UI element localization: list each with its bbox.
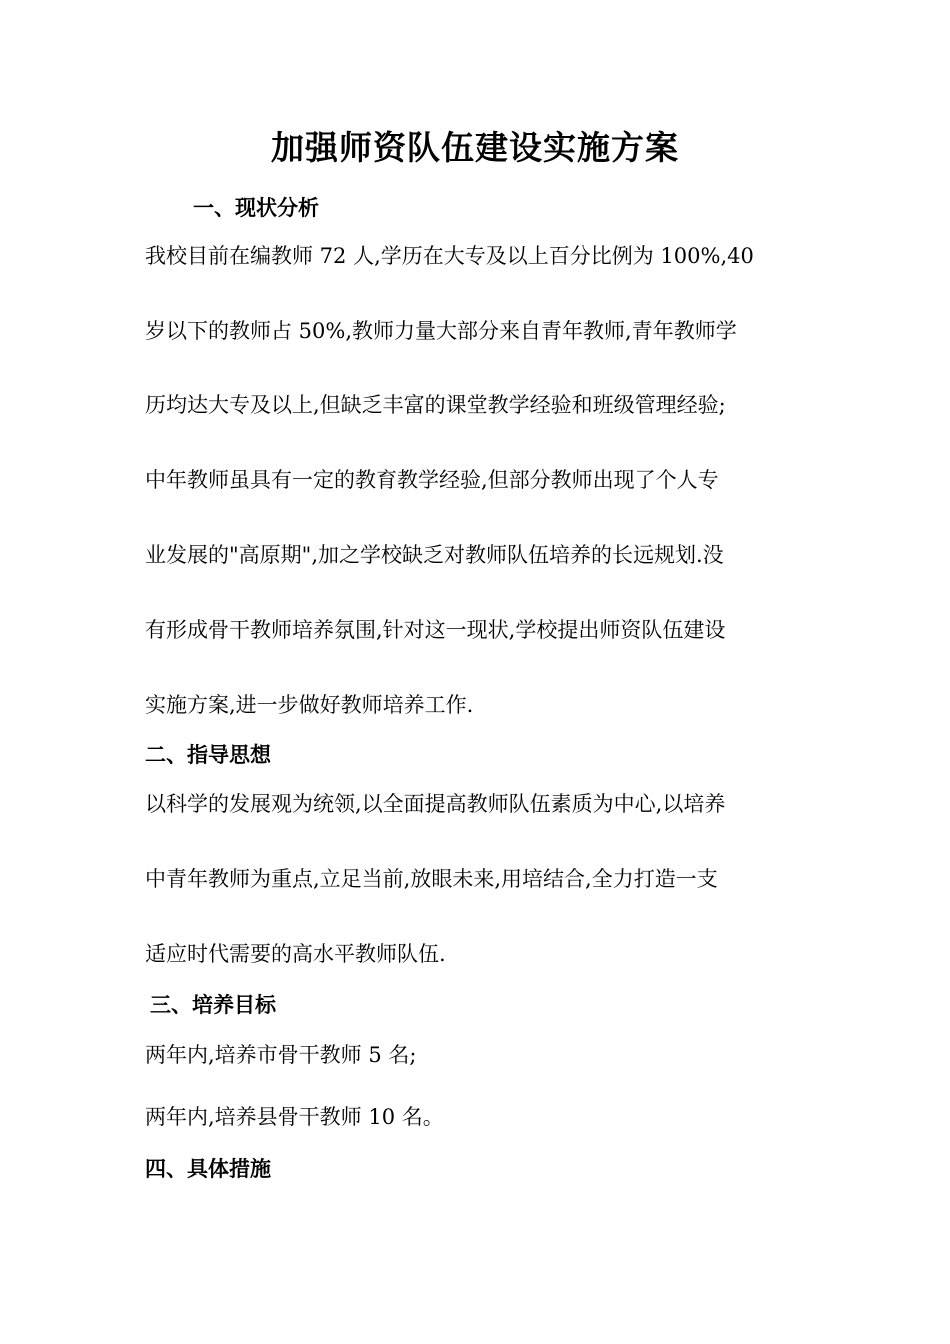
section-heading-situation: 一、现状分析 (193, 196, 319, 220)
paragraph-line: 适应时代需要的高水平教师队伍. (145, 942, 446, 966)
paragraph-line: 岁以下的教师占 50%,教师力量大部分来自青年教师,青年教师学 (145, 319, 737, 343)
paragraph-line: 实施方案,进一步做好教师培养工作. (145, 693, 474, 717)
section-heading-guiding-ideology: 二、指导思想 (145, 743, 271, 767)
paragraph-line: 两年内,培养市骨干教师 5 名; (145, 1043, 417, 1067)
paragraph-line: 业发展的"高原期",加之学校缺乏对教师队伍培养的长远规划.没 (145, 543, 724, 567)
section-heading-training-goals: 三、培养目标 (150, 993, 276, 1017)
paragraph-line: 以科学的发展观为统领,以全面提高教师队伍素质为中心,以培养 (145, 792, 726, 816)
paragraph-line: 中青年教师为重点,立足当前,放眼未来,用培结合,全力打造一支 (145, 867, 718, 891)
document-title: 加强师资队伍建设实施方案 (271, 128, 679, 167)
paragraph-line: 两年内,培养县骨干教师 10 名。 (145, 1105, 444, 1129)
paragraph-line: 我校目前在编教师 72 人,学历在大专及以上百分比例为 100%,40 (145, 244, 754, 268)
paragraph-line: 有形成骨干教师培养氛围,针对这一现状,学校提出师资队伍建设 (145, 618, 726, 642)
paragraph-line: 历均达大专及以上,但缺乏丰富的课堂教学经验和班级管理经验; (145, 393, 726, 417)
section-heading-measures: 四、具体措施 (145, 1157, 271, 1181)
paragraph-line: 中年教师虽具有一定的教育教学经验,但部分教师出现了个人专 (145, 468, 719, 492)
